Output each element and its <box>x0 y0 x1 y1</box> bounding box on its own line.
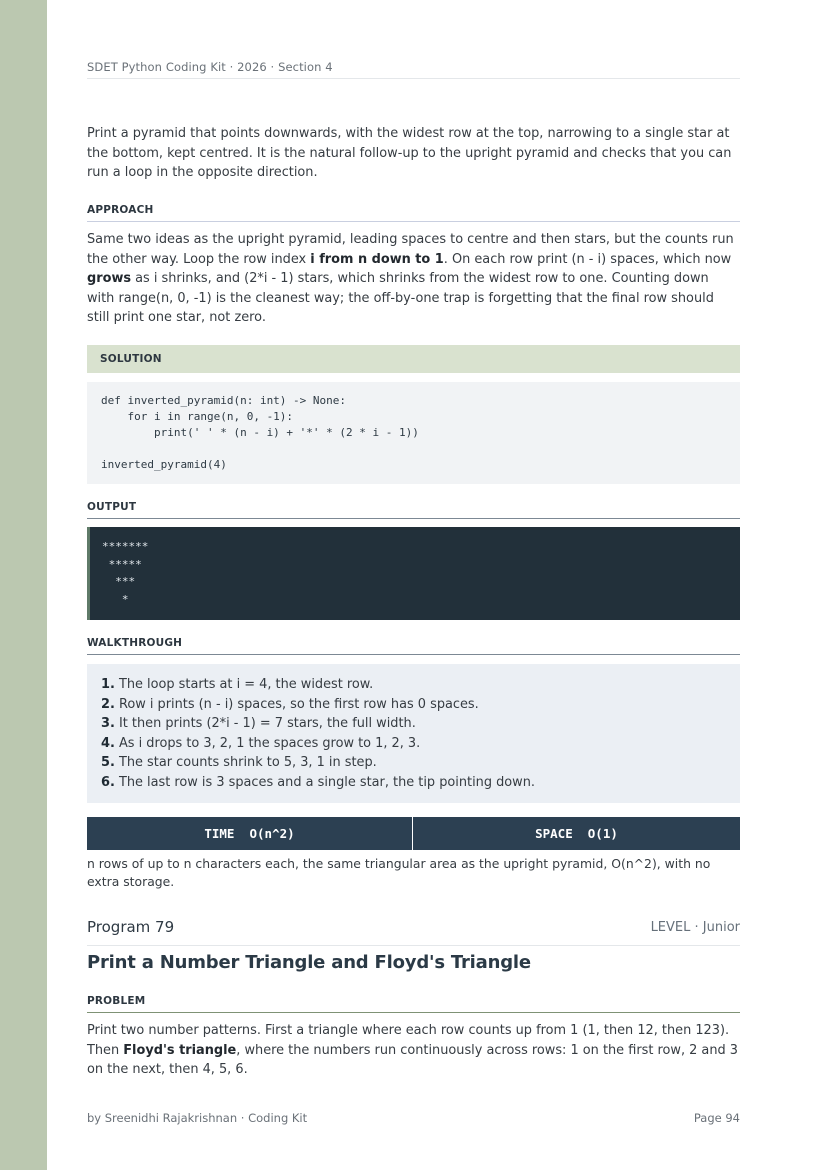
program-header <box>87 918 740 946</box>
step-text: As i drops to 3, 2, 1 the spaces grow to 1, 2, 3. <box>114 735 421 751</box>
walkthrough-list <box>87 664 740 803</box>
running-header: SDET Python Coding Kit · 2026 · Section 4 <box>87 60 740 79</box>
program-title: Print a Number Triangle and Floyd's Triangle <box>87 952 531 973</box>
step-text: The last row is 3 spaces and a single star, the tip pointing down. <box>114 774 535 790</box>
problem-paragraph <box>87 1021 740 1080</box>
intro-paragraph: Print a pyramid that points downwards, with the widest row at the top, narrowing to a single star at the bottom, kept centred. It is the natural follow-up to the upright pyramid and checks that you can run a loop in the opposite direction. <box>87 126 732 180</box>
page-sidebar-band <box>0 0 47 1170</box>
output-text: ******* ***** *** * <box>102 540 149 606</box>
walkthrough-step <box>101 734 740 754</box>
step-text: The star counts shrink to 5, 3, 1 in step. <box>114 755 377 770</box>
space-complexity: SPACE O(1) <box>413 817 740 850</box>
approach-heading: APPROACH <box>87 204 740 222</box>
approach-text-2: . On each row print (n - i) spaces, which now <box>443 251 732 267</box>
step-text: The loop starts at i = 4, the widest row. <box>114 677 374 692</box>
solution-code: def inverted_pyramid(n: int) -> None: for i in range(n, 0, -1): print(' ' * (n - i) + '*' * (2 * i - 1)) inverted_pyramid(4) <box>101 394 419 471</box>
walkthrough-step <box>101 714 740 734</box>
footer-author: by Sreenidhi Rajakrishnan · Coding Kit <box>87 1111 308 1125</box>
page-footer <box>87 1111 740 1125</box>
problem-bold-1: Floyd's triangle <box>123 1042 237 1058</box>
step-number: 5. <box>101 755 115 770</box>
complexity-note: n rows of up to n characters each, the same triangular area as the upright pyramid, O(n^2), with no extra storage. <box>87 856 711 889</box>
walkthrough-step <box>101 675 740 695</box>
walkthrough-step <box>101 695 740 715</box>
solution-heading: SOLUTION <box>87 345 740 373</box>
step-number: 4. <box>101 735 115 751</box>
step-number: 2. <box>101 696 115 712</box>
step-number: 1. <box>101 677 115 692</box>
program-level: LEVEL · Junior <box>650 920 740 935</box>
walkthrough-heading: WALKTHROUGH <box>87 637 740 655</box>
solution-code-block <box>87 382 740 484</box>
output-heading: OUTPUT <box>87 501 740 519</box>
approach-paragraph <box>87 230 740 328</box>
step-number: 6. <box>101 774 115 790</box>
problem-heading: PROBLEM <box>87 995 740 1013</box>
approach-text-1: Same two ideas as the upright pyramid, leading spaces to centre and then stars, but the counts run the other way. Loop the row index <box>87 232 734 267</box>
step-number: 3. <box>101 716 115 731</box>
problem-text-1: Print two number patterns. First a triangle where each row counts up from 1 (1, then 12, then 123). Then <box>87 1023 730 1058</box>
problem-text-2: , where the numbers run continuously across rows: 1 on the first row, 2 and 3 on the next, then 4, 5, 6. <box>87 1042 738 1077</box>
page-number: Page 94 <box>693 1111 740 1125</box>
step-text: It then prints (2*i - 1) = 7 stars, the full width. <box>114 716 416 731</box>
walkthrough-step <box>101 773 740 793</box>
approach-text-3: as i shrinks, and (2*i - 1) stars, which shrinks from the widest row to one. Counting down with range(n, 0, -1) is the cleanest way; the off-by-one trap is forgetting that the final row should still print one star, not zero. <box>87 271 714 325</box>
step-text: Row i prints (n - i) spaces, so the first row has 0 spaces. <box>114 696 479 712</box>
approach-bold-1: i from n down to 1 <box>310 251 444 267</box>
program-number: Program 79 <box>87 918 175 936</box>
output-console <box>87 527 740 620</box>
walkthrough-step <box>101 753 740 773</box>
complexity-bar <box>87 817 740 850</box>
approach-bold-2: grows <box>87 271 132 286</box>
time-complexity: TIME O(n^2) <box>87 817 413 850</box>
